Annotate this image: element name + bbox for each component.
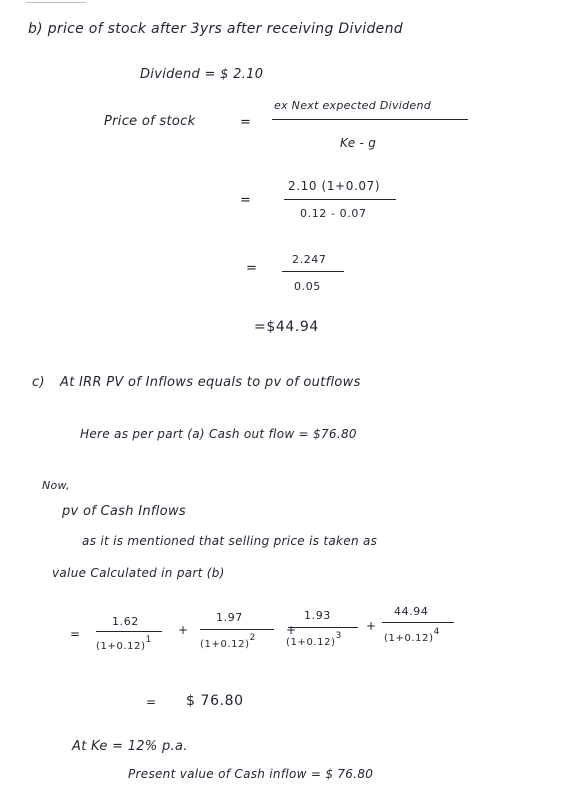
plus-sign-2: + [286, 623, 297, 637]
plus-sign-3: + [366, 619, 377, 633]
term-4-fraction-bar [382, 622, 454, 623]
now-label: Now, [42, 479, 70, 492]
term-4-numerator: 44.94 [394, 605, 429, 618]
equals-sign-3: = [246, 261, 257, 276]
step2-fraction-bar [284, 199, 396, 200]
term-1-numerator: 1.62 [112, 615, 139, 628]
scan-edge-mark [26, 2, 86, 7]
step2-denominator: 0.12 - 0.07 [300, 207, 367, 220]
term-2-numerator: 1.97 [216, 611, 243, 624]
part-b-heading: b) price of stock after 3yrs after receiving Dividend [28, 21, 403, 37]
pv-cash-inflows-line: pv of Cash Inflows [62, 504, 186, 519]
stock-price-result: =$44.94 [254, 319, 319, 335]
step2-numerator: 2.10 (1+0.07) [288, 179, 381, 193]
value-calculated-line: value Calculated in part (b) [52, 566, 225, 580]
pv-total: $ 76.80 [186, 693, 244, 709]
dividend-line: Dividend = $ 2.10 [140, 67, 264, 82]
step3-numerator: 2.247 [292, 253, 327, 266]
part-c-heading: At IRR PV of Inflows equals to pv of outflows [60, 375, 361, 390]
term-1-denominator: (1+0.12)1 [96, 635, 152, 652]
term-1-fraction-bar [96, 631, 162, 632]
step3-denominator: 0.05 [294, 280, 321, 293]
formula-numerator: ex Next expected Dividend [274, 99, 432, 112]
price-of-stock-label: Price of stock [104, 114, 196, 129]
cash-outflow-line: Here as per part (a) Cash out flow = $76.80 [80, 427, 357, 441]
formula-fraction-bar [272, 119, 468, 120]
part-c-label: c) [32, 375, 45, 390]
step3-fraction-bar [282, 271, 344, 272]
term-2-fraction-bar [200, 629, 274, 630]
equals-sign-2: = [240, 193, 251, 208]
term-3-numerator: 1.93 [304, 609, 331, 622]
formula-denominator: Ke - g [340, 136, 377, 150]
ke-rate-line: At Ke = 12% p.a. [72, 739, 188, 754]
selling-price-note: as it is mentioned that selling price is taken as [82, 534, 378, 548]
total-equals: = [146, 695, 157, 709]
term-3-fraction-bar [288, 627, 358, 628]
term-2-denominator: (1+0.12)2 [200, 633, 256, 650]
pv-equation-equals: = [70, 627, 81, 641]
plus-sign-1: + [178, 623, 189, 637]
pv-inflow-result: Present value of Cash inflow = $ 76.80 [128, 767, 374, 781]
equals-sign-1: = [240, 115, 251, 130]
term-3-denominator: (1+0.12)3 [286, 631, 342, 648]
term-4-denominator: (1+0.12)4 [384, 627, 440, 644]
